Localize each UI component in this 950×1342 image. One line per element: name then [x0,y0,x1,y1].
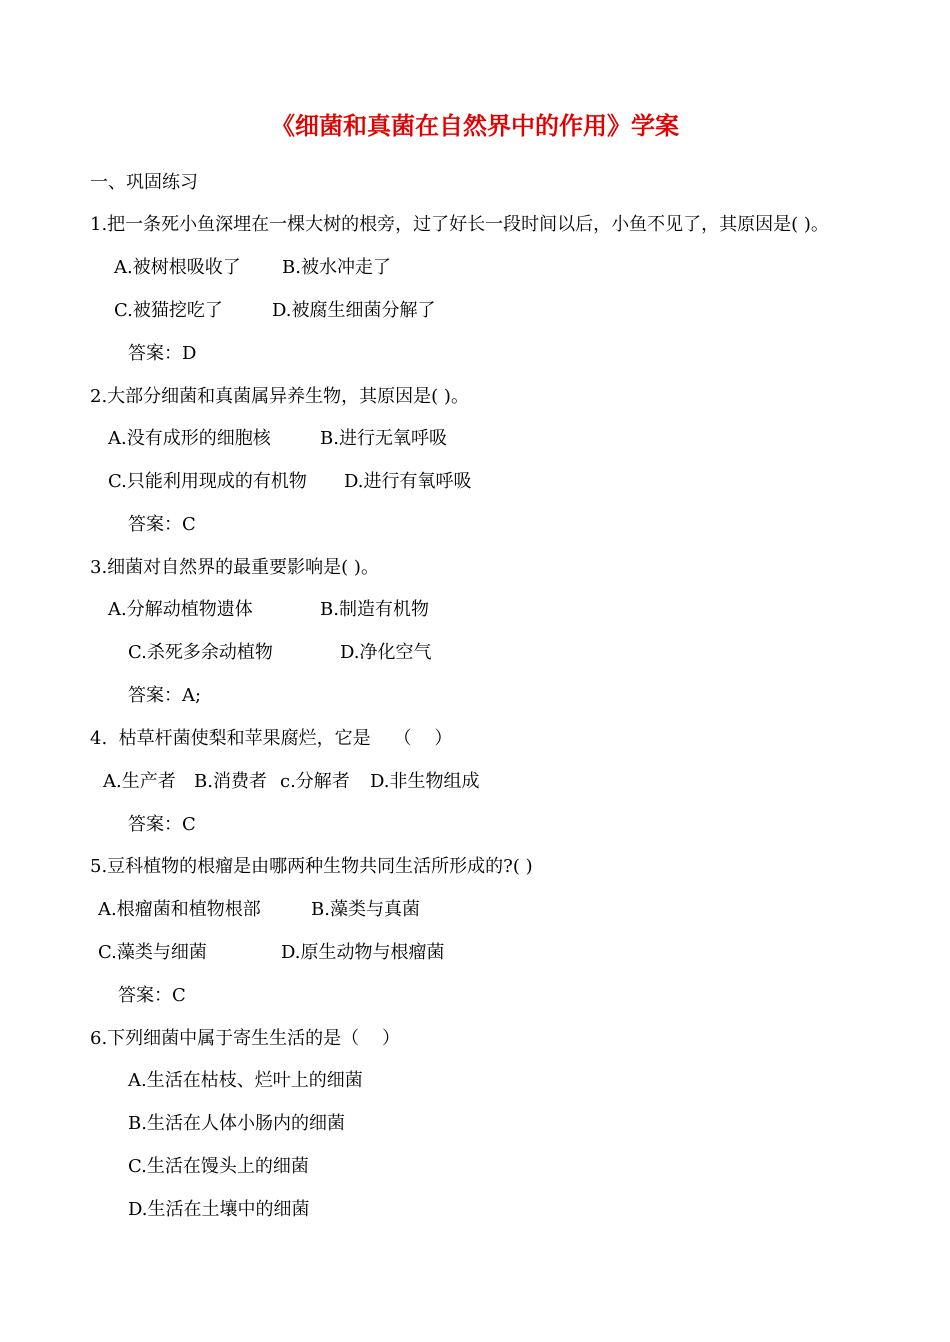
question-1-answer: 答案：D [128,343,197,364]
question-6-option-b: B.生活在人体小肠内的细菌 [128,1113,345,1134]
question-4-option-b: B.消费者 [194,771,267,792]
question-1-option-d: D.被腐生细菌分解了 [272,300,436,321]
question-5-option-a: A.根瘤菌和植物根部 [98,899,261,920]
question-6-option-c: C.生活在馒头上的细菌 [128,1156,309,1177]
question-5-option-b: B.藻类与真菌 [311,899,420,920]
question-4-stem: 4. 枯草杆菌使梨和苹果腐烂，它是 （ ） [90,728,453,749]
question-2-stem: 2.大部分细菌和真菌属异养生物，其原因是( )。 [90,386,469,407]
question-4-option-a: A.生产者 [103,771,176,792]
question-3-option-d: D.净化空气 [340,642,432,663]
question-3-option-c: C.杀死多余动植物 [128,642,273,663]
question-1-option-a: A.被树根吸收了 [114,257,241,278]
question-2-answer: 答案：C [128,514,196,535]
question-1-stem: 1.把一条死小鱼深埋在一棵大树的根旁，过了好长一段时间以后，小鱼不见了，其原因是( )。 [90,214,829,235]
question-6-option-a: A.生活在枯枝、烂叶上的细菌 [128,1070,363,1091]
question-3-option-a: A.分解动植物遗体 [108,599,253,620]
question-2-option-a: A.没有成形的细胞核 [108,428,271,449]
question-3-answer: 答案：A; [128,685,202,706]
question-2-option-b: B.进行无氧呼吸 [320,428,447,449]
question-6-option-d: D.生活在土壤中的细菌 [128,1199,310,1220]
question-3-stem: 3.细菌对自然界的最重要影响是( )。 [90,557,379,578]
question-3-option-b: B.制造有机物 [320,599,429,620]
question-5-stem: 5.豆科植物的根瘤是由哪两种生物共同生活所形成的?( ) [90,856,533,877]
question-2-option-d: D.进行有氧呼吸 [344,471,472,492]
question-1-option-b: B.被水冲走了 [282,257,391,278]
question-4-option-c: c.分解者 [280,771,350,792]
question-5-option-d: D.原生动物与根瘤菌 [281,942,445,963]
question-4-answer: 答案：C [128,814,196,835]
question-6-stem: 6.下列细菌中属于寄生生活的是（ ） [90,1028,401,1049]
question-1-option-c: C.被猫挖吃了 [114,300,223,321]
page-title: 《细菌和真菌在自然界中的作用》学案 [271,112,679,140]
question-4-option-d: D.非生物组成 [370,771,480,792]
question-5-answer: 答案：C [118,985,186,1006]
question-2-option-c: C.只能利用现成的有机物 [108,471,307,492]
section-heading: 一、巩固练习 [90,172,198,193]
question-5-option-c: C.藻类与细菌 [98,942,207,963]
